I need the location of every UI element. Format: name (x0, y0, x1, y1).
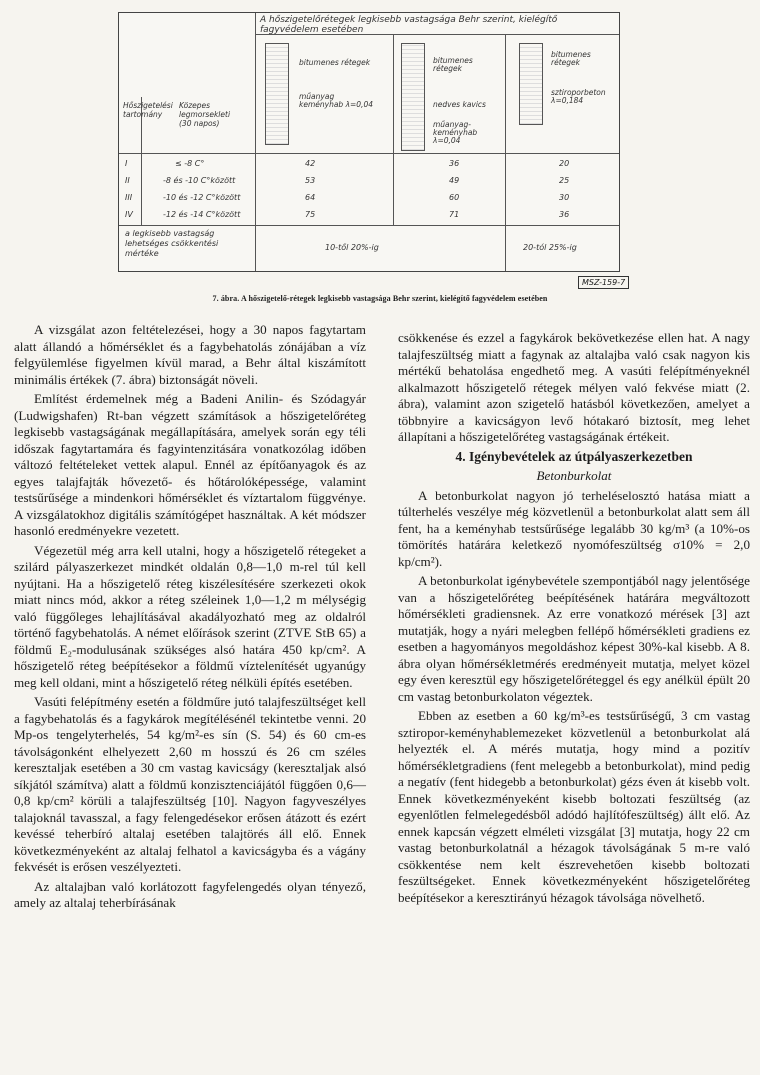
temp-cell: -10 és -12 C°között (163, 193, 241, 202)
section-title: 4. Igénybevételek az útpályaszerkezetben (455, 448, 693, 464)
paragraph: A vizsgálat azon feltételezései, hogy a 30 napos fagytartam alatt állandó a hőmérséklet és a fagybehatolás zónájában a víz felgyülemlése figyelmen kívül marad, a Behr által kiszámított minimális értékek (7. ábra) biztonságát növeli. (14, 322, 366, 387)
value-cell: 36 (449, 159, 460, 168)
value-cell: 42 (305, 159, 316, 168)
zone-cell: III (125, 193, 133, 202)
table-line (119, 225, 619, 226)
layer-label: műanyag keményhab λ=0,04 (299, 92, 373, 109)
paragraph: Az altalajban való korlátozott fagyfelengedés olyan tényező, amely az altalaj teherbírásának (14, 878, 366, 910)
value-cell: 30 (559, 193, 570, 202)
layer-label: műanyag-keményhab λ=0,04 (433, 120, 478, 145)
value-cell: 36 (559, 210, 570, 219)
value-cell: 20 (559, 159, 570, 168)
paragraph: A betonburkolat nagyon jó terheléselosztó hatása miatt a túlterhelés veszélye még közvetlenül a betonburkolat alatt sem áll fent, ha a keményhab testsűrűsége legalább 30 kg/m³ (a 10%-os tömörítés határára keletkező nyomófeszültség σ10% = 2,0 kp/cm²). (398, 487, 750, 569)
paragraph: Végezetül még arra kell utalni, hogy a hőszigetelő rétegeket a szilárd pályaszerkezet mindkét oldalán 0,8—1,0 m-rel túl kell nyújtani. Ha a hőszigetelő réteg kiszélesítésére szerkezeti okok miatt nincs mód, akkor a réteg széleinek 1,0—1,2 m mélységig való függőleges lehajlításával akadályozható meg az oldalról történő fagybehatolás. A német előírások szerint (ZTVE StB 65) a földmű E₂-modulusának szükséges alsó határa 450 kp/cm². A hőszigetelő réteg beépítésekor a földmű víztelenítését ugyanúgy meg kell oldani, mint a hőszigetelő réteg nélküli építés esetében. (14, 542, 366, 690)
right-column (398, 330, 750, 906)
reduction-value-1: 10-től 20%-ig (325, 243, 379, 252)
zone-cell: IV (125, 210, 133, 219)
table-line (255, 13, 256, 271)
table-line (119, 153, 619, 154)
temp-column-header: Közepes legmorsekleti (30 napos) (179, 101, 231, 128)
subsection-title: Betonburkolat (536, 468, 612, 483)
reduction-label: a legkisebb vastagság lehetséges csökkentési mértéke (125, 229, 219, 258)
table-line (505, 35, 506, 271)
value-cell: 71 (449, 210, 460, 219)
paragraph: A betonburkolat igénybevétele szempontjából nagy jelentősége van a hőszigetelőréteg beépítésének határára megváltozott hőmérsékleti gradiensnek. Az erre vonatkozó mérések [3] azt mutatják, hogy a nyári melegben fellépő hőmérsékleti gradiens ez esetben a hagyományos megoldáshoz képest 30%-kal kisebb. A 8. ábra olyan hőmérsékletmérés eredményeit mutatja, melyet közel egy éven keresztül egy hőszigetelőréteggel és egy anélkül épült 20 cm vastag betonburkolaton végeztek. (398, 573, 750, 704)
paragraph: Vasúti felépítmény esetén a földműre jutó talajfeszültséget kell a fagybehatolás és a fagykárok megítélésénél tekintetbe venni. 20 Mp-os tengelyterhelés, 54 kg/m²-es sín (S. 54) és 60 cm-es távolságonként elhelyezett 2,60 m hosszú és 26 cm széles keresztaljak esetében a 30 cm vastag kavicságy (keresztaljak alsó síkjától számítva) alatt a földmű konzisztenciájától függően 0,6—0,8 kp/cm² körüli a talajfeszültség [10]. Nagyon fagyveszélyes talajoknál tavasszal, a fagy felengedésekor erősen átázott és ezért kevéssé teherbíró altalaj esetében talajtörés áll elő. Ennek következményeként az altalaj felhatol a kavicságyba és a vágány fekvését is erősen veszélyezteti. (14, 694, 366, 874)
figure-header: A hőszigetelőrétegek legkisebb vastagsága Behr szerint, kielégítő fagyvédelem esetében (255, 13, 619, 35)
paragraph: csökkenése és ezzel a fagykárok bekövetkezése ellen hat. A nagy talajfeszültség miatt a fagynak az altalajba való csak nagyon kis mértékű behatolása engedhető meg. A vasúti felépítményeknél alkalmazott hőszigetelő rétegek mélyen való fekvése miatt (2. ábra), valamint azon szigetelő hatásból következően, amelyet a többnyire a kavicságyon levő hótakaró biztosít, meg lehet állapítani a hőszigetelőréteg vastagságának értékeit. (398, 330, 750, 444)
zone-cell: II (125, 176, 130, 185)
table-line (393, 35, 394, 225)
value-cell: 49 (449, 176, 460, 185)
zone-column-header: Hőszigetelési tartomány (123, 101, 173, 119)
value-cell: 53 (305, 176, 316, 185)
temp-cell: ≤ -8 C° (175, 159, 205, 168)
value-cell: 75 (305, 210, 316, 219)
layer-sketch-3 (519, 43, 543, 125)
figure-caption: 7. ábra. A hőszigetelő-rétegek legkisebb vastagsága Behr szerint, kielégítő fagyvédelem esetében (212, 294, 548, 303)
paragraph: Említést érdemelnek még a Badeni Anilin- és Szódagyár (Ludwigshafen) Rt-ban végzett számítások a hőszigetelőréteg legkisebb vastagságának megállapítására, amelyek során egy téli időszak fagytartamára és fagyintenzitására vonatkozólag időben változó feltételeket vettek alapul. Ennél az építőanyagok és az egyes talajfajták hővezető- és hőtárolóképessége, valamint testsűrűsége a mindenkori hőmérséklet és víztartalom függvénye. A vizsgálatokhoz digitális számítógépet használtak. A két módszer hasonló eredményekre vezetett. (14, 391, 366, 538)
layer-label: bitumenes rétegek (551, 50, 591, 67)
value-cell: 64 (305, 193, 316, 202)
layer-sketch-1 (265, 43, 289, 145)
value-cell: 60 (449, 193, 460, 202)
reduction-value-2: 20-tól 25%-ig (523, 243, 577, 252)
layer-label: nedves kavics (433, 100, 486, 109)
temp-cell: -8 és -10 C°között (163, 176, 236, 185)
left-column (14, 322, 366, 912)
figure-mark: MSZ-159-7 (578, 276, 629, 289)
layer-label: sztiroporbeton λ=0,184 (551, 88, 606, 105)
layer-label: bitumenes rétegek (299, 58, 371, 67)
layer-label: bitumenes rétegek (433, 56, 473, 73)
zone-cell: I (125, 159, 128, 168)
value-cell: 25 (559, 176, 570, 185)
paragraph: Ebben az esetben a 60 kg/m³-es testsűrűségű, 3 cm vastag sztiropor-keményhablemezeket közvetlenül a betonburkolat alá helyezték el. A mérés mutatja, hogy mind a pozitív hőmérsékletgradiens (fent melegebb a betonburkolat), mind pedig a negatív (fent hidegebb a betonburkolat) gézs éven át kisebb volt. Ennek következményeként kisebb boltozati feszültség (az egyenlőtlen felmelegedésből adódó hajlítófeszültség) állt elő. Az ennek kapcsán végzett elméleti vizsgálat [3] mutatja, hogy 22 cm vastag betonburkolatnál a hézagok távolságának 5 m-re való csökkentése nem kelt észrevehetően kisebb boltozati feszültségeket. Ennek következményeként hőszigetelőréteg beépítésekor a keresztirányú hézagok távolsága növelhető. (398, 708, 750, 905)
figure-7 (118, 12, 620, 272)
layer-sketch-2 (401, 43, 425, 151)
temp-cell: -12 és -14 C°között (163, 210, 241, 219)
